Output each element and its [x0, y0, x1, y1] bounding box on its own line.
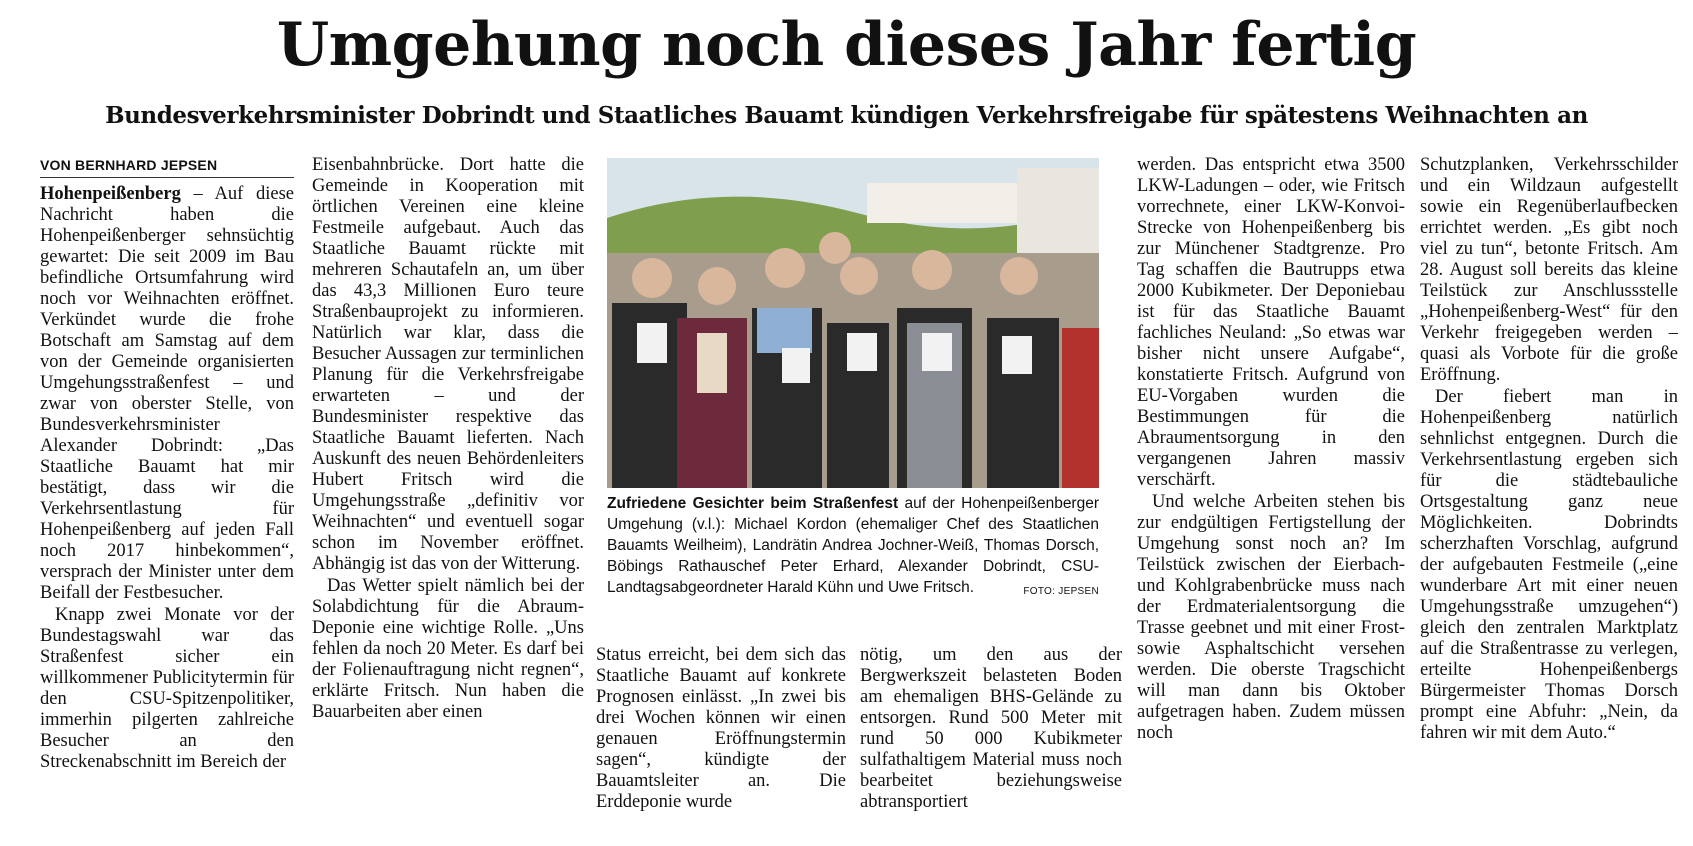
article-paragraph: nötig, um den aus der Bergwerkszeit belasteten Boden am ehemaligen BHS-Gelände zu entsorgen. Rund 500 Meter mit rund 50 000 Kubikmeter sulfathaltigem Material muss noch bearbeitet beziehungsweise abtransportiert — [860, 645, 1122, 812]
dateline: Hohenpeißenberg — [40, 184, 181, 204]
article-paragraph — [40, 184, 294, 604]
article-column-3 — [596, 645, 846, 840]
photo-caption — [607, 493, 1099, 602]
article-column-6 — [1420, 155, 1678, 840]
article-paragraph: Der fiebert man in Hohenpeißenberg natürlich sehnlichst entgegnen. Durch die Verkehrsentlastung ergeben sich für die städtebauliche Ortsgestaltung ganz neue Möglichkeiten. Dobrindts scherzhaften Vorschlag, aufgrund der aufgebauten Festmeile („eine wunderbare Art mit einer neuen Umgehungsstraße umzugehen“) gleich den zentralen Marktplatz auf die Straßentrasse zu verlegen, erteilte Hohenpeißenbergs Bürgermeister Thomas Dorsch prompt eine Abfuhr: „Nein, da fahren wir mit dem Auto.“ — [1420, 387, 1678, 743]
article-column-1 — [40, 155, 294, 840]
byline: VON BERNHARD JEPSEN — [40, 155, 294, 178]
article-paragraph: Eisenbahnbrücke. Dort hatte die Gemeinde in Kooperation mit örtlichen Vereinen eine kleine Festmeile aufgebaut. Auch das Staatliche Bauamt rückte mit mehreren Schautafeln an, um über das 43,3 Millionen Euro teure Straßenbauprojekt zu informieren. Natürlich war klar, dass die Besucher Aussagen zur terminlichen Planung für die Verkehrsfreigabe erwarteten – und der Bundesminister respektive das Staatliche Bauamt lieferten. Nach Auskunft des neuen Behördenleiters Hubert Fritsch wird die Umgehungsstraße „definitiv vor Weihnachten“ und eventuell sogar schon im November eröffnet. Abhängig ist das von der Witterung. — [312, 155, 584, 574]
article-paragraph: Status erreicht, bei dem sich das Staatliche Bauamt auf konkrete Prognosen einlässt. „In zwei bis drei Wochen können wir einen genauen Eröffnungstermin sagen“, kündigte der Bauamtsleiter an. Die Erddeponie wurde — [596, 645, 846, 812]
article-column-4 — [860, 645, 1122, 840]
headline: Umgehung noch dieses Jahr fertig — [276, 10, 1417, 80]
article-paragraph: Knapp zwei Monate vor der Bundestagswahl war das Straßenfest sicher ein willkommener Publicitytermin für den CSU-Spitzenpolitiker, immerhin pilgerten zahlreiche Besucher an den Streckenabschnitt im Bereich der — [40, 605, 294, 772]
article-column-2 — [312, 155, 584, 840]
subheadline: Bundesverkehrsminister Dobrindt und Staatliches Bauamt kündigen Verkehrsfreigabe für spätestens Weihnachten an — [105, 102, 1588, 129]
event-photo — [607, 158, 1099, 488]
article-paragraph: werden. Das entspricht etwa 3500 LKW-Ladungen – oder, wie Fritsch vorrechnete, einer LKW-Konvoi-Strecke von Hohenpeißenberg bis zur Münchener Stadtgrenze. Pro Tag schaffen die Bautrupps etwa 2000 Kubikmeter. Der Deponiebau ist für das Staatliche Bauamt fachliches Neuland: „So etwas war bisher nicht unsere Aufgabe“, konstatierte Fritsch. Aufgrund von EU-Vorgaben wurden die Bestimmungen für die Abraumentsorgung in den vergangenen Jahren massiv verschärft. — [1137, 155, 1405, 490]
photo-credit: FOTO: JEPSEN — [1023, 586, 1099, 597]
caption-lead: Zufriedene Gesichter beim Straßenfest — [607, 495, 899, 512]
article-column-5 — [1137, 155, 1405, 840]
article-paragraph: Das Wetter spielt nämlich bei der Solabdichtung für die Abraum-Deponie eine wichtige Rolle. „Uns fehlen da noch 20 Meter. Es darf bei der Folienauftragung nicht regnen“, erklärte Fritsch. Nun haben die Bauarbeiten aber einen — [312, 576, 584, 722]
article-paragraph: Und welche Arbeiten stehen bis zur endgültigen Fertigstellung der Umgehung sonst noch an? Im Teilstück zwischen der Eierbach- und Kohlgrabenbrücke muss nach der Erdmaterialentsorgung die Trasse geebnet und mit einer Frost- sowie Asphaltschicht versehen werden. Die oberste Tragschicht will man dann bis Oktober aufgetragen haben. Zudem müssen noch — [1137, 492, 1405, 743]
photo-illustration — [607, 158, 1099, 488]
caption-text: auf der Hohenpeißenberger Umgehung (v.l.): Michael Kordon (ehemaliger Chef des Staatlichen Bauamts Weilheim), Landrätin Andrea Jochner-Weiß, Thomas Dorsch, Böbings Rathauschef Peter Erhard, Alexander Dobrindt, CSU-Landtagsabgeordneter Harald Kühn und Uwe Fritsch. — [607, 495, 1099, 596]
article-paragraph: Schutzplanken, Verkehrsschilder und ein Wildzaun aufgestellt sowie ein Regenüberlaufbecken errichtet werden. „Es gibt noch viel zu tun“, betonte Fritsch. Am 28. August soll bereits das kleine Teilstück zur Anschlussstelle „Hohenpeißenberg-West“ für den Verkehr freigegeben werden – quasi als Vorbote für die große Eröffnung. — [1420, 155, 1678, 385]
paragraph-text: – Auf diese Nachricht haben die Hohenpeißenberger sehnsüchtig gewartet: Die seit 2009 im Bau befindliche Ortsumfahrung wird noch vor Weihnachten eröffnet. Verkündet wurde die frohe Botschaft am Samstag auf dem von der Gemeinde organisierten Umgehungsstraßenfest – und zwar von oberster Stelle, von Bundesverkehrsminister Alexander Dobrindt: „Das Staatliche Bauamt hat mir bestätigt, dass wir die Verkehrsentlastung für Hohenpeißenberg auf jeden Fall noch 2017 hinbekommen“, versprach der Minister unter dem Beifall der Festbesucher. — [40, 184, 294, 603]
